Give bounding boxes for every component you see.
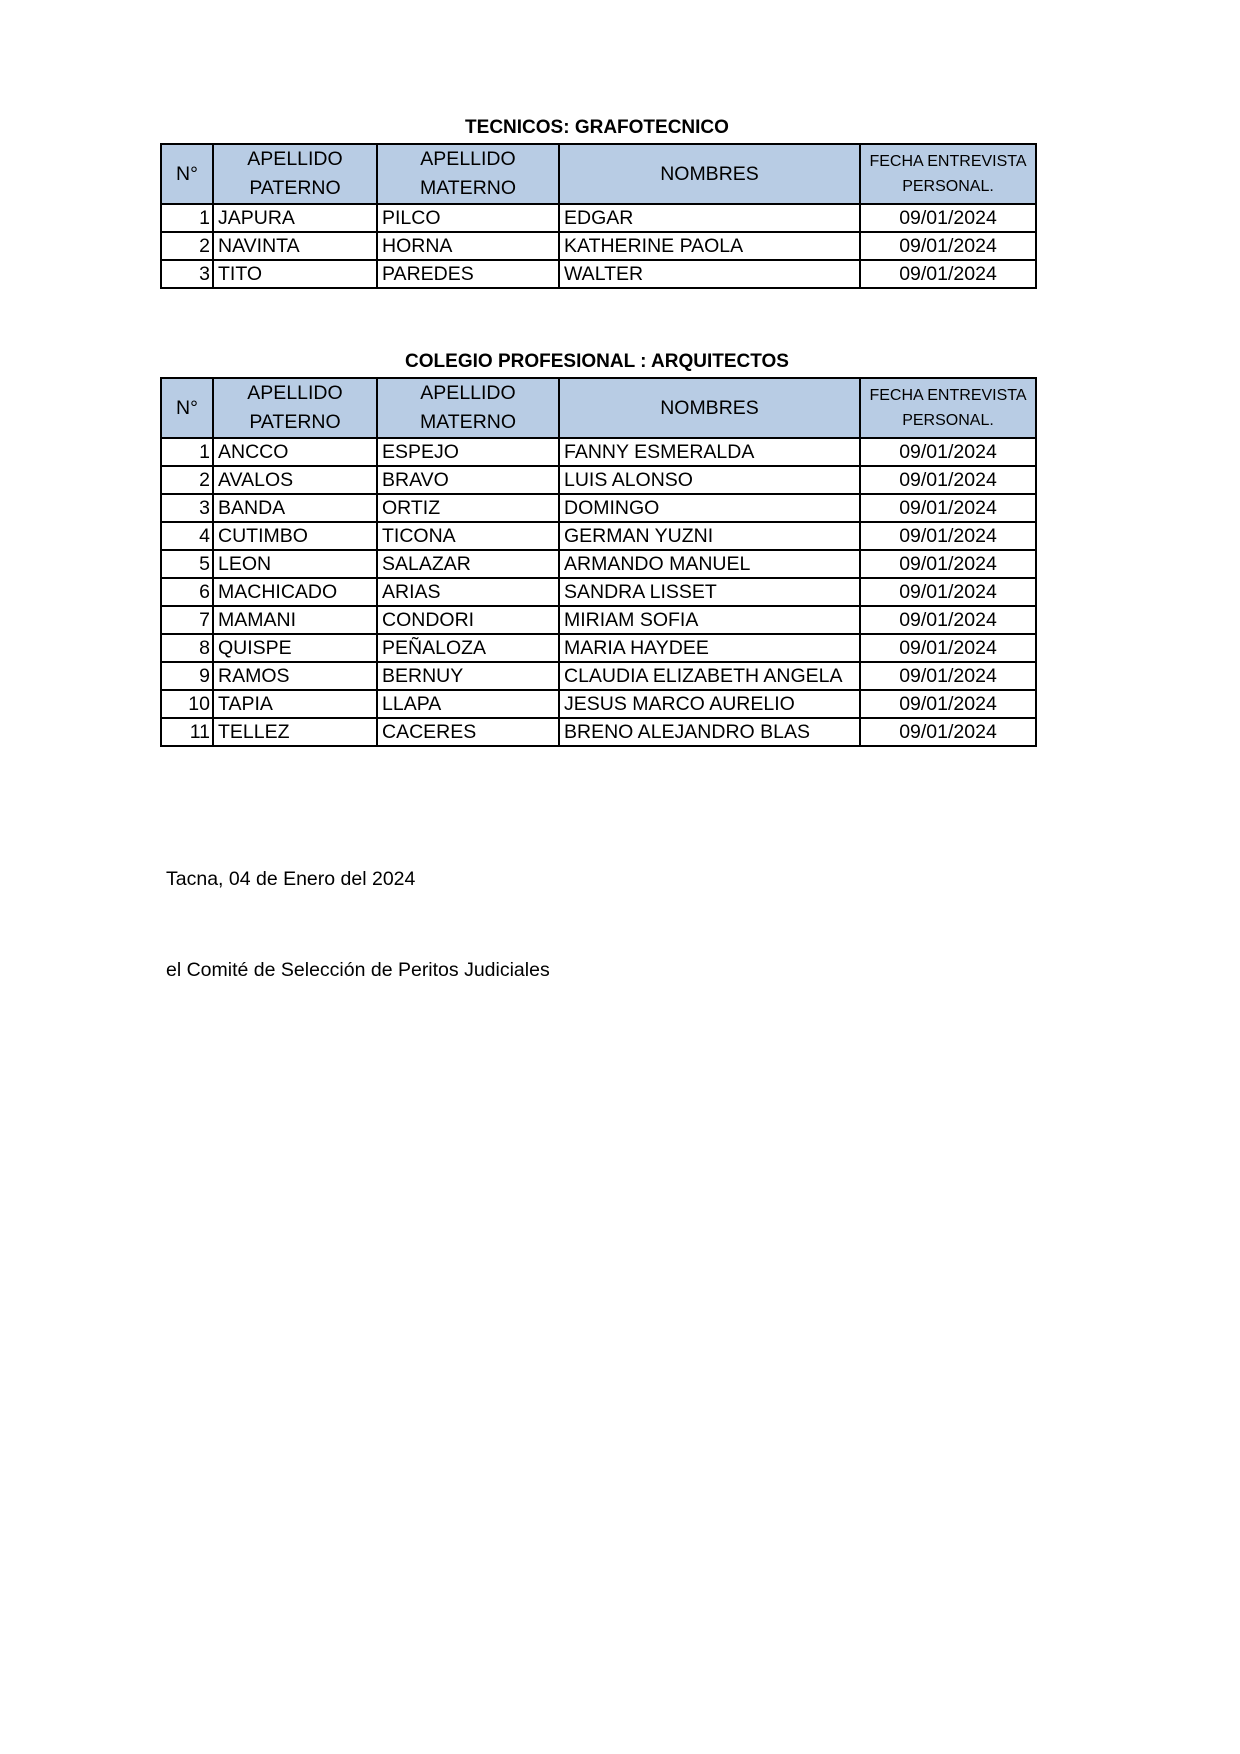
cell-num: 3 [161, 260, 213, 288]
cell-apellido-materno: SALAZAR [377, 550, 559, 578]
cell-num: 8 [161, 634, 213, 662]
cell-fecha: 09/01/2024 [860, 494, 1036, 522]
cell-nombres: LUIS ALONSO [559, 466, 860, 494]
table-grafotecnico [160, 143, 1037, 289]
header-num: N° [161, 144, 213, 204]
cell-nombres: ARMANDO MANUEL [559, 550, 860, 578]
cell-nombres: GERMAN YUZNI [559, 522, 860, 550]
cell-fecha: 09/01/2024 [860, 522, 1036, 550]
cell-num: 7 [161, 606, 213, 634]
cell-nombres: MARIA HAYDEE [559, 634, 860, 662]
cell-apellido-paterno: JAPURA [213, 204, 377, 232]
table-row [161, 606, 1036, 634]
cell-fecha: 09/01/2024 [860, 550, 1036, 578]
cell-apellido-materno: BERNUY [377, 662, 559, 690]
cell-apellido-materno: HORNA [377, 232, 559, 260]
cell-apellido-paterno: AVALOS [213, 466, 377, 494]
table-row [161, 466, 1036, 494]
cell-num: 6 [161, 578, 213, 606]
cell-apellido-paterno: MAMANI [213, 606, 377, 634]
cell-apellido-paterno: RAMOS [213, 662, 377, 690]
cell-apellido-materno: ARIAS [377, 578, 559, 606]
table-row [161, 204, 1036, 232]
cell-apellido-paterno: TITO [213, 260, 377, 288]
cell-fecha: 09/01/2024 [860, 690, 1036, 718]
cell-apellido-paterno: QUISPE [213, 634, 377, 662]
cell-apellido-materno: ESPEJO [377, 438, 559, 466]
cell-apellido-materno: LLAPA [377, 690, 559, 718]
cell-num: 1 [161, 204, 213, 232]
cell-nombres: FANNY ESMERALDA [559, 438, 860, 466]
cell-num: 4 [161, 522, 213, 550]
table-row [161, 232, 1036, 260]
cell-apellido-materno: PEÑALOZA [377, 634, 559, 662]
table-body [161, 438, 1036, 746]
cell-nombres: SANDRA LISSET [559, 578, 860, 606]
signature-line: el Comité de Selección de Peritos Judiciales [166, 959, 550, 981]
cell-fecha: 09/01/2024 [860, 260, 1036, 288]
table-row [161, 690, 1036, 718]
cell-num: 3 [161, 494, 213, 522]
header-num: N° [161, 378, 213, 438]
cell-num: 1 [161, 438, 213, 466]
cell-nombres: KATHERINE PAOLA [559, 232, 860, 260]
table-row [161, 260, 1036, 288]
cell-apellido-paterno: MACHICADO [213, 578, 377, 606]
cell-fecha: 09/01/2024 [860, 204, 1036, 232]
cell-apellido-paterno: LEON [213, 550, 377, 578]
cell-apellido-materno: ORTIZ [377, 494, 559, 522]
cell-apellido-paterno: ANCCO [213, 438, 377, 466]
header-fecha-entrevista: FECHA ENTREVISTA PERSONAL. [860, 144, 1036, 204]
cell-apellido-paterno: NAVINTA [213, 232, 377, 260]
cell-num: 11 [161, 718, 213, 746]
header-apellido-paterno: APELLIDO PATERNO [213, 378, 377, 438]
cell-nombres: DOMINGO [559, 494, 860, 522]
cell-num: 9 [161, 662, 213, 690]
table-row [161, 550, 1036, 578]
cell-apellido-materno: PILCO [377, 204, 559, 232]
cell-num: 5 [161, 550, 213, 578]
header-row [161, 144, 1036, 204]
cell-apellido-materno: CONDORI [377, 606, 559, 634]
section-title-grafotecnico: TECNICOS: GRAFOTECNICO [465, 117, 729, 138]
cell-fecha: 09/01/2024 [860, 662, 1036, 690]
cell-apellido-paterno: TAPIA [213, 690, 377, 718]
cell-fecha: 09/01/2024 [860, 438, 1036, 466]
table-body [161, 204, 1036, 288]
header-apellido-materno: APELLIDO MATERNO [377, 144, 559, 204]
cell-num: 10 [161, 690, 213, 718]
header-fecha-entrevista: FECHA ENTREVISTA PERSONAL. [860, 378, 1036, 438]
cell-apellido-materno: BRAVO [377, 466, 559, 494]
cell-apellido-materno: PAREDES [377, 260, 559, 288]
table-row [161, 522, 1036, 550]
table-row [161, 634, 1036, 662]
cell-fecha: 09/01/2024 [860, 466, 1036, 494]
table-row [161, 494, 1036, 522]
table-row [161, 438, 1036, 466]
cell-fecha: 09/01/2024 [860, 634, 1036, 662]
cell-fecha: 09/01/2024 [860, 718, 1036, 746]
section-title-arquitectos: COLEGIO PROFESIONAL : ARQUITECTOS [405, 351, 789, 372]
header-nombres: NOMBRES [559, 144, 860, 204]
header-nombres: NOMBRES [559, 378, 860, 438]
table-row [161, 718, 1036, 746]
cell-nombres: CLAUDIA ELIZABETH ANGELA [559, 662, 860, 690]
cell-nombres: BRENO ALEJANDRO BLAS [559, 718, 860, 746]
cell-apellido-materno: CACERES [377, 718, 559, 746]
table-arquitectos [160, 377, 1037, 747]
cell-apellido-paterno: CUTIMBO [213, 522, 377, 550]
cell-fecha: 09/01/2024 [860, 606, 1036, 634]
cell-nombres: EDGAR [559, 204, 860, 232]
header-apellido-materno: APELLIDO MATERNO [377, 378, 559, 438]
cell-apellido-paterno: BANDA [213, 494, 377, 522]
cell-fecha: 09/01/2024 [860, 232, 1036, 260]
cell-nombres: JESUS MARCO AURELIO [559, 690, 860, 718]
cell-nombres: MIRIAM SOFIA [559, 606, 860, 634]
header-row [161, 378, 1036, 438]
cell-nombres: WALTER [559, 260, 860, 288]
place-date: Tacna, 04 de Enero del 2024 [166, 868, 416, 890]
table-row [161, 578, 1036, 606]
cell-fecha: 09/01/2024 [860, 578, 1036, 606]
cell-apellido-materno: TICONA [377, 522, 559, 550]
cell-apellido-paterno: TELLEZ [213, 718, 377, 746]
header-apellido-paterno: APELLIDO PATERNO [213, 144, 377, 204]
table-row [161, 662, 1036, 690]
cell-num: 2 [161, 466, 213, 494]
cell-num: 2 [161, 232, 213, 260]
